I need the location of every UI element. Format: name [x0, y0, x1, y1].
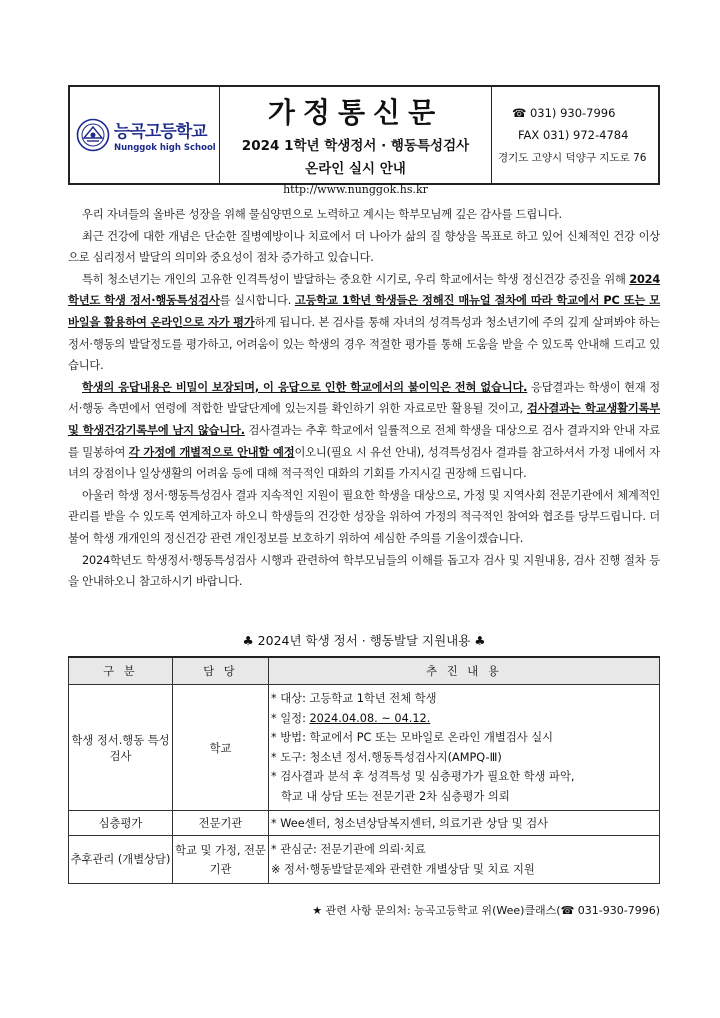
table-row	[69, 836, 660, 884]
row-owner: 학교	[173, 685, 269, 811]
content-item: * 도구: 청소년 정서.행동특성검사지(AMPQ-Ⅲ)	[271, 750, 502, 764]
paragraph-support: 아울러 학생 정서·행동특성검사 결과 지속적인 지원이 필요한 학생을 대상으로, 가정 및 지역사회 전문기관에서 체계적인 관리를 받을 수 있도록 연계하고자 하오니 학생들의 건강한 성장을 위하여 가정의 적극적인 참여와 협조를 당부드립니다. 더불어 학생 개개인의 정신건강 관련 개인정보를 보호하기 위하여 세심한 주의를 기울이겠습니다.	[68, 488, 660, 545]
contact-info	[492, 87, 658, 183]
telephone: ☎ 031) 930-7996	[512, 105, 616, 120]
subtitle-line-2: 온라인 실시 안내	[305, 161, 406, 177]
text-segment: 이오니(필요 시 유선 안내), 성격특성검사 결과를 참고하셔서 가정 내에서 자녀의 장점이나 일상생활의 어려움 등에 대해 적극적인 대화의 기회를 가지시길 권장해 드립니다.	[68, 445, 660, 481]
content-item: * Wee센터, 청소년상담복지센터, 의료기관 상담 및 검사	[271, 817, 549, 830]
logo-english-name: Nunggok high School	[114, 143, 216, 153]
school-emblem-icon	[76, 118, 110, 152]
content-item: * 방법: 학교에서 PC 또는 모바일로 온라인 개별검사 실시	[271, 731, 554, 744]
row-content	[269, 685, 660, 811]
inquiry-note: ★ 관련 사항 문의처: 능곡고등학교 위(Wee)클래스(☎ 031-930-7996)	[312, 904, 660, 917]
fax: FAX 031) 972-4784	[518, 127, 629, 142]
emphasis-no-record: 검사결과는 학교생활기록부 및 학생건강기록부에 남지 않습니다.	[68, 402, 660, 437]
paragraph-test-purpose	[68, 269, 660, 377]
row-owner: 전문기관	[173, 811, 269, 836]
row-content	[269, 836, 660, 884]
header-category: 구 분	[69, 657, 173, 685]
text-segment: 응답결과는 학생이 현재 정서·행동 측면에서 연령에 적합한 발달단계에 있는지를 확인하기 위한 자료로만 활용될 것이고,	[68, 380, 660, 416]
school-logo	[70, 87, 220, 183]
row-category: 추후관리 (개별상담)	[69, 836, 173, 884]
address: 경기도 고양시 덕양구 지도로 76	[498, 151, 647, 164]
content-item: * 대상: 고등학교 1학년 전체 학생	[271, 692, 437, 705]
header-content: 추 진 내 용	[269, 657, 660, 685]
content-item: * 검사결과 분석 후 성격특성 및 심층평가가 필요한 학생 파악,	[271, 770, 575, 783]
paragraph-health-concept: 최근 건강에 대한 개념은 단순한 질병예방이나 치료에서 더 나아가 삶의 질 향상을 목표로 하고 있어 신체적인 건강 이상으로 심리정서 발달의 의미와 중요성이 점차 증가하고 있습니다.	[68, 229, 660, 265]
paragraph-closing: 2024학년도 학생정서·행동특성검사 시행과 관련하여 학부모님들의 이해를 돕고자 검사 및 지원내용, 검사 진행 절차 등을 안내하오니 참고하시기 바랍니다.	[68, 553, 660, 589]
table-row	[69, 811, 660, 836]
content-item: 학교 내 상담 또는 전문기관 2차 심층평가 의뢰	[281, 789, 510, 803]
header-owner: 담 당	[173, 657, 269, 685]
content-item-text: * 일정: 2024.04.08. ~ 04.12.	[271, 711, 431, 725]
logo-korean-name: 능곡고등학교	[114, 122, 207, 142]
section-title: ♣ 2024년 학생 정서 · 행동발달 지원내용 ♣	[242, 633, 486, 648]
subtitle-line-1: 2024 1학년 학생정서 · 행동특성검사	[241, 138, 470, 154]
table-row	[69, 685, 660, 811]
content-item	[271, 709, 659, 729]
emphasis-confidentiality: 학생의 응답내용은 비밀이 보장되며, 이 응답으로 인한 학교에서의 불이익은 전혀 없습니다.	[82, 380, 528, 394]
row-owner: 학교 및 가정, 전문기관	[173, 836, 269, 884]
emphasis-self-assessment: 고등학교 1학년 학생들은 정해진 매뉴얼 절차에 따라 학교에서 PC 또는 모바일을 활용하여 온라인으로 자가 평가	[68, 294, 660, 329]
table-header-row	[69, 657, 660, 685]
header-box	[68, 85, 660, 196]
row-content	[269, 811, 660, 836]
paragraph-greeting: 우리 자녀들의 올바른 성장을 위해 물심양면으로 노력하고 계시는 학부모님께 깊은 감사를 드립니다.	[82, 208, 562, 221]
emphasis-individual-notice: 각 가정에 개별적으로 안내할 예정	[128, 445, 295, 459]
page-title: 가정통신문	[267, 96, 444, 129]
text-segment: 특히 청소년기는 개인의 고유한 인격특성이 발달하는 중요한 시기로, 우리 학교에서는 학생 정신건강 증진을 위해	[82, 272, 630, 286]
row-category: 학생 정서.행동 특성검사	[69, 685, 173, 811]
school-url-link[interactable]: http://www.nunggok.hs.kr	[283, 183, 428, 196]
content-item: * 관심군: 전문기관에 의뢰·치료	[271, 843, 426, 856]
schedule-date: 2024.04.08. ~ 04.12.	[309, 711, 431, 725]
content-item: ※ 정서·행동발달문제와 관련한 개별상담 및 치료 지원	[271, 862, 535, 876]
text-segment: 검사결과는 추후 학교에서 일률적으로 전체 학생을 대상으로 검사 결과지와 안내 자료를 밀봉하여	[68, 423, 660, 459]
paragraph-privacy	[68, 377, 660, 485]
row-category: 심층평가	[69, 811, 173, 836]
text-segment: 하게 됩니다. 본 검사를 통해 자녀의 성격특성과 청소년기에 주의 깊게 살펴봐야 하는 정서·행동의 발달정도를 평가하고, 어려움이 있는 학생의 경우 적절한 평가를 통해 도움을 받을 수 있도록 안내해 드리고 있습니다.	[68, 315, 660, 373]
support-table	[68, 656, 660, 884]
text-segment: 를 실시합니다.	[219, 294, 295, 308]
letter-body	[68, 204, 660, 593]
emphasis-test-name: 2024학년도 학생 정서·행동특성검사	[68, 272, 660, 308]
